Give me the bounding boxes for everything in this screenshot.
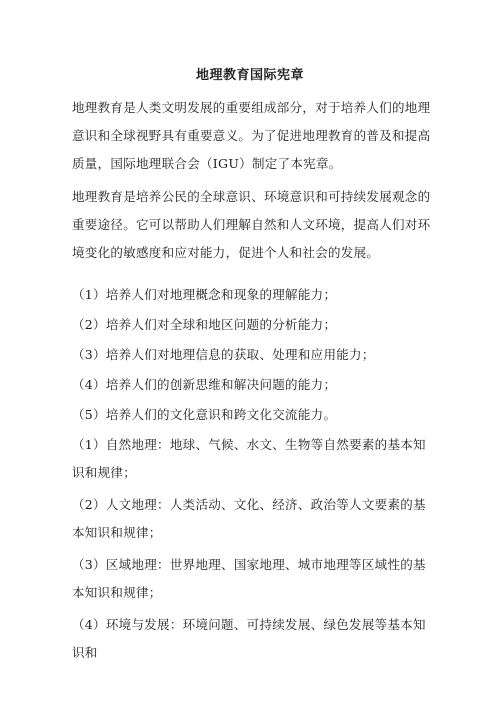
goal-item-3: （3）培养人们对地理信息的获取、处理和应用能力； [72, 347, 375, 362]
content-item-4: （4）环境与发展：环境问题、可持续发展、绿色发展等基本知识和 [72, 617, 426, 660]
document-title: 地理教育国际宪章 [195, 68, 304, 83]
content-item-2: （2）人文地理：人类活动、文化、经济、政治等人文要素的基本知识和规律； [72, 497, 426, 540]
goal-item-1: （1）培养人们对地理概念和现象的理解能力； [72, 287, 337, 302]
content-item-3: （3）区域地理：世界地理、国家地理、城市地理等区域性的基本知识和规律； [72, 557, 426, 600]
goal-item-2: （2）培养人们对全球和地区问题的分析能力； [72, 317, 337, 332]
goal-item-5: （5）培养人们的文化意识和跨文化交流能力。 [72, 407, 337, 422]
purpose-paragraph: 地理教育是培养公民的全球意识、环境意识和可持续发展观念的重要途径。它可以帮助人们理解自然和人文环境，提高人们对环境变化的敏感度和应对能力，促进个人和社会的发展。 [72, 189, 431, 260]
goal-item-4: （4）培养人们的创新思维和解决问题的能力； [72, 377, 337, 392]
content-item-1: （1）自然地理：地球、气候、水文、生物等自然要素的基本知识和规律； [72, 437, 426, 480]
intro-paragraph: 地理教育是人类文明发展的重要组成部分，对于培养人们的地理意识和全球视野具有重要意义。为了促进地理教育的普及和提高质量，国际地理联合会（IGU）制定了本宪章。 [72, 100, 431, 171]
